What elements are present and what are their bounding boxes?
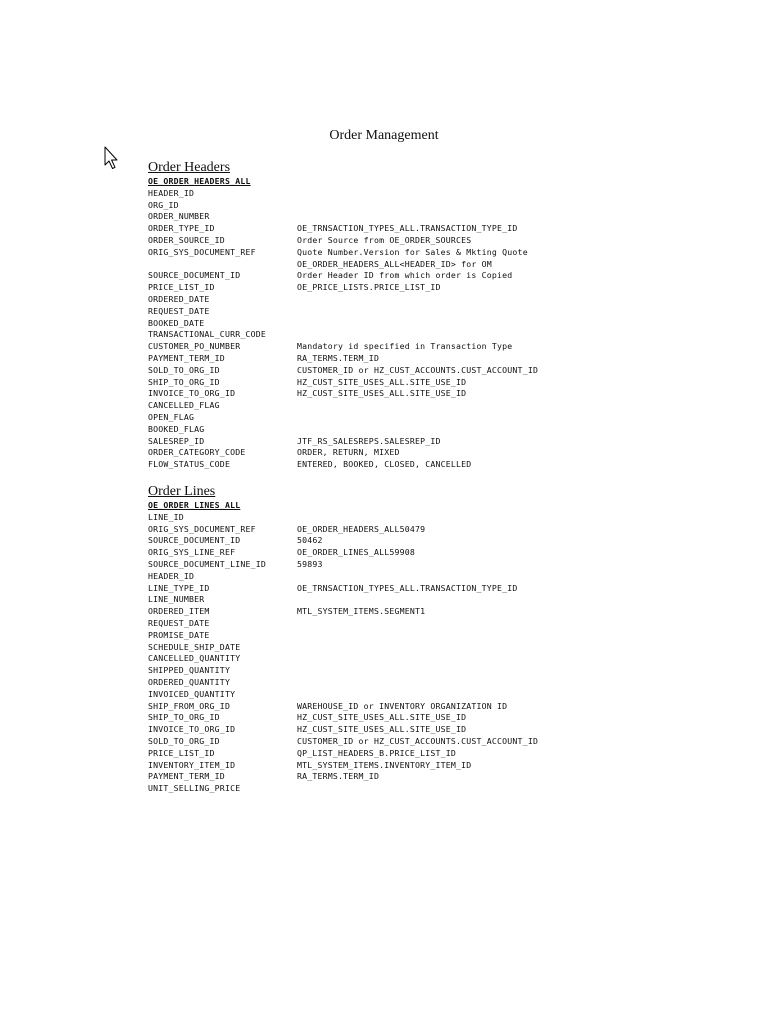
column-name: SOURCE_DOCUMENT_ID — [148, 535, 241, 546]
column-name: UNIT_SELLING_PRICE — [148, 783, 241, 794]
column-list — [148, 512, 618, 795]
column-row — [148, 571, 618, 583]
column-row — [148, 535, 618, 547]
column-row — [148, 724, 618, 736]
column-name: HEADER_ID — [148, 187, 195, 198]
column-row — [148, 365, 618, 377]
column-name: BOOKED_FLAG — [148, 423, 205, 434]
column-row — [148, 459, 618, 471]
column-name: SOURCE_DOCUMENT_ID — [148, 270, 241, 281]
column-reference: HZ_CUST_SITE_USES_ALL.SITE_USE_ID — [297, 724, 467, 735]
column-name: CANCELLED_QUANTITY — [148, 653, 241, 664]
column-reference: OE_PRICE_LISTS.PRICE_LIST_ID — [297, 282, 441, 293]
column-name: SHIP_TO_ORG_ID — [148, 376, 220, 387]
column-row — [148, 270, 618, 282]
column-reference: QP_LIST_HEADERS_B.PRICE_LIST_ID — [297, 747, 457, 758]
column-name: SOURCE_DOCUMENT_LINE_ID — [148, 558, 266, 569]
column-name: LINE_TYPE_ID — [148, 582, 210, 593]
column-row — [148, 424, 618, 436]
column-row — [148, 294, 618, 306]
column-name: ORDERED_QUANTITY — [148, 676, 231, 687]
table-name: OE_ORDER_LINES_ALL — [148, 500, 241, 510]
column-name: INVENTORY_ITEM_ID — [148, 759, 236, 770]
column-name: LINE_NUMBER — [148, 594, 205, 605]
column-reference: 59893 — [297, 558, 323, 569]
column-row — [148, 701, 618, 713]
column-name: SOLD_TO_ORG_ID — [148, 735, 220, 746]
column-reference: Quote Number.Version for Sales & Mkting Quote — [297, 246, 528, 257]
column-reference: CUSTOMER_ID or HZ_CUST_ACCOUNTS.CUST_ACCOUNT_ID — [297, 735, 539, 746]
column-row — [148, 783, 618, 795]
column-name: ORG_ID — [148, 199, 179, 210]
column-row — [148, 223, 618, 235]
column-reference: Order Header ID from which order is Copied — [297, 270, 513, 281]
column-name: PAYMENT_TERM_ID — [148, 352, 225, 363]
column-row — [148, 512, 618, 524]
column-row — [148, 412, 618, 424]
column-row — [148, 677, 618, 689]
column-name: ORDER_TYPE_ID — [148, 223, 215, 234]
column-reference: ORDER, RETURN, MIXED — [297, 447, 400, 458]
column-name: SHIP_FROM_ORG_ID — [148, 700, 231, 711]
column-row — [148, 594, 618, 606]
column-row — [148, 630, 618, 642]
order-lines-section — [148, 484, 618, 795]
column-row — [148, 748, 618, 760]
column-name: ORDER_SOURCE_ID — [148, 234, 225, 245]
column-row — [148, 353, 618, 365]
column-name: BOOKED_DATE — [148, 317, 205, 328]
column-name: ORDERED_ITEM — [148, 606, 210, 617]
column-row — [148, 282, 618, 294]
column-row — [148, 653, 618, 665]
column-name: ORDER_CATEGORY_CODE — [148, 447, 246, 458]
column-name: SHIPPED_QUANTITY — [148, 665, 231, 676]
column-name: ORDERED_DATE — [148, 293, 210, 304]
column-name: FLOW_STATUS_CODE — [148, 459, 231, 470]
column-row — [148, 436, 618, 448]
mouse-pointer-icon — [104, 146, 120, 170]
column-reference: 50462 — [297, 535, 323, 546]
column-name: HEADER_ID — [148, 570, 195, 581]
column-row — [148, 235, 618, 247]
section-heading: Order Headers — [148, 160, 231, 175]
column-name: OPEN_FLAG — [148, 411, 195, 422]
column-name: PAYMENT_TERM_ID — [148, 771, 225, 782]
column-reference: HZ_CUST_SITE_USES_ALL.SITE_USE_ID — [297, 376, 467, 387]
column-row — [148, 306, 618, 318]
column-name: CANCELLED_FLAG — [148, 400, 220, 411]
column-name: INVOICE_TO_ORG_ID — [148, 724, 236, 735]
column-name: SOLD_TO_ORG_ID — [148, 364, 220, 375]
column-row — [148, 689, 618, 701]
column-row — [148, 760, 618, 772]
column-name: CUSTOMER_PO_NUMBER — [148, 341, 241, 352]
column-row — [148, 388, 618, 400]
column-reference: Order Source from OE_ORDER_SOURCES — [297, 234, 472, 245]
column-reference: ENTERED, BOOKED, CLOSED, CANCELLED — [297, 459, 472, 470]
column-row — [148, 318, 618, 330]
column-row — [148, 665, 618, 677]
column-reference: WAREHOUSE_ID or INVENTORY ORGANIZATION ID — [297, 700, 508, 711]
column-row — [148, 447, 618, 459]
column-reference: OE_ORDER_LINES_ALL59908 — [297, 547, 415, 558]
column-row — [148, 341, 618, 353]
column-list — [148, 188, 618, 471]
column-row — [148, 618, 618, 630]
column-name: SCHEDULE_SHIP_DATE — [148, 641, 241, 652]
column-row — [148, 606, 618, 618]
column-name: ORIG_SYS_LINE_REF — [148, 547, 236, 558]
column-row — [148, 400, 618, 412]
column-reference: OE_TRNSACTION_TYPES_ALL.TRANSACTION_TYPE_ID — [297, 582, 518, 593]
column-reference: OE_ORDER_HEADERS_ALL<HEADER_ID> for OM — [297, 258, 492, 269]
column-row — [148, 712, 618, 724]
column-row — [148, 771, 618, 783]
column-name: LINE_ID — [148, 511, 184, 522]
column-name: REQUEST_DATE — [148, 305, 210, 316]
column-row — [148, 524, 618, 536]
column-name: PRICE_LIST_ID — [148, 747, 215, 758]
table-name: OE_ORDER_HEADERS_ALL — [148, 176, 251, 186]
column-row — [148, 642, 618, 654]
column-reference: Mandatory id specified in Transaction Type — [297, 341, 513, 352]
column-reference: CUSTOMER_ID or HZ_CUST_ACCOUNTS.CUST_ACCOUNT_ID — [297, 364, 539, 375]
column-reference: RA_TERMS.TERM_ID — [297, 771, 380, 782]
column-row — [148, 559, 618, 571]
column-row — [148, 377, 618, 389]
column-row — [148, 329, 618, 341]
column-row — [148, 211, 618, 223]
column-reference: JTF_RS_SALESREPS.SALESREP_ID — [297, 435, 441, 446]
column-name: TRANSACTIONAL_CURR_CODE — [148, 329, 266, 340]
column-row — [148, 188, 618, 200]
column-row — [148, 547, 618, 559]
document-title: Order Management — [329, 128, 439, 143]
column-name: SALESREP_ID — [148, 435, 205, 446]
column-reference: OE_ORDER_HEADERS_ALL50479 — [297, 523, 426, 534]
section-heading: Order Lines — [148, 484, 216, 499]
column-reference: RA_TERMS.TERM_ID — [297, 352, 380, 363]
column-name: ORDER_NUMBER — [148, 211, 210, 222]
column-reference: MTL_SYSTEM_ITEMS.SEGMENT1 — [297, 606, 426, 617]
order-headers-section — [148, 160, 618, 471]
column-name: ORIG_SYS_DOCUMENT_REF — [148, 523, 256, 534]
column-row — [148, 259, 618, 271]
column-row — [148, 583, 618, 595]
column-name: INVOICED_QUANTITY — [148, 688, 236, 699]
column-name: INVOICE_TO_ORG_ID — [148, 388, 236, 399]
column-name: SHIP_TO_ORG_ID — [148, 712, 220, 723]
column-row — [148, 736, 618, 748]
column-name: PRICE_LIST_ID — [148, 282, 215, 293]
column-name: ORIG_SYS_DOCUMENT_REF — [148, 246, 256, 257]
column-row — [148, 247, 618, 259]
column-name: REQUEST_DATE — [148, 617, 210, 628]
column-name: PROMISE_DATE — [148, 629, 210, 640]
column-reference: HZ_CUST_SITE_USES_ALL.SITE_USE_ID — [297, 712, 467, 723]
column-reference: HZ_CUST_SITE_USES_ALL.SITE_USE_ID — [297, 388, 467, 399]
column-reference: MTL_SYSTEM_ITEMS.INVENTORY_ITEM_ID — [297, 759, 472, 770]
column-reference: OE_TRNSACTION_TYPES_ALL.TRANSACTION_TYPE_ID — [297, 223, 518, 234]
column-row — [148, 200, 618, 212]
